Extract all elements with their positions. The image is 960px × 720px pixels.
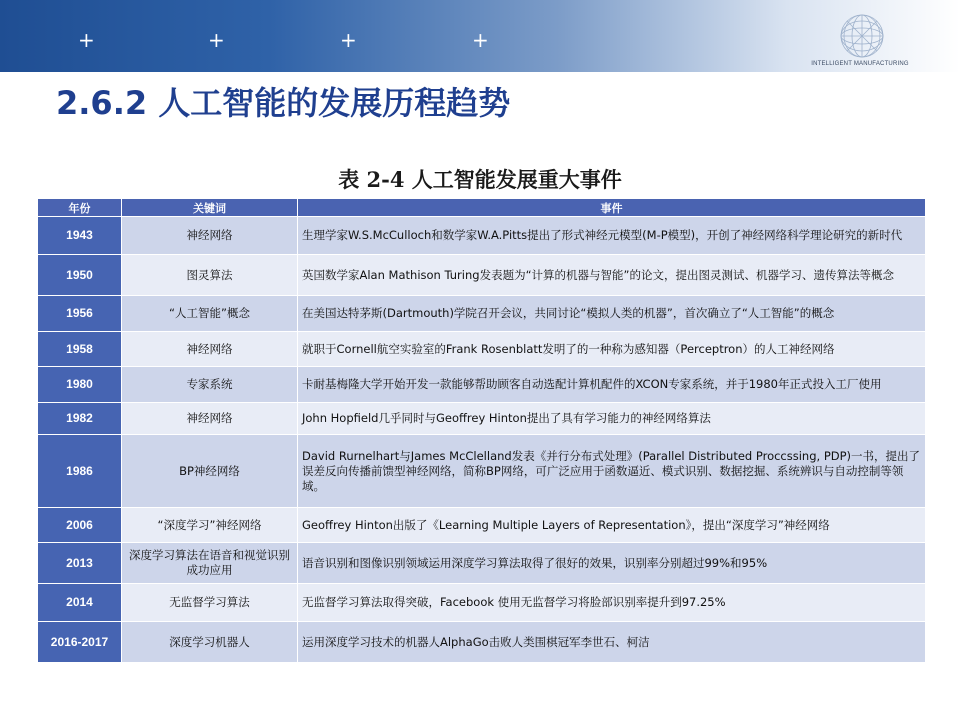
year-cell: 1986: [38, 435, 122, 508]
keyword-cell: 深度学习机器人: [122, 622, 298, 663]
page-title: 2.6.2 人工智能的发展历程趋势: [56, 84, 511, 122]
keyword-cell: 深度学习算法在语音和视觉识别成功应用: [122, 543, 298, 584]
keyword-cell: 神经网络: [122, 217, 298, 255]
table-row: [38, 255, 926, 296]
event-cell: 英国数学家Alan Mathison Turing发表题为“计算的机器与智能”的论文，提出图灵测试、机器学习、遗传算法等概念: [298, 255, 926, 296]
column-header-event: 事件: [298, 199, 926, 217]
table-row: [38, 543, 926, 584]
keyword-cell: 无监督学习算法: [122, 584, 298, 622]
keyword-cell: BP神经网络: [122, 435, 298, 508]
event-cell: 就职于Cornell航空实验室的Frank Rosenblatt发明了的一种称为感知器（Perceptron）的人工神经网络: [298, 332, 926, 367]
table-title: 表 2-4 人工智能发展重大事件: [338, 167, 622, 192]
event-cell: 语音识别和图像识别领域运用深度学习算法取得了很好的效果，识别率分别超过99%和95%: [298, 543, 926, 584]
year-cell: 1943: [38, 217, 122, 255]
year-cell: 1950: [38, 255, 122, 296]
column-header-year: 年份: [38, 199, 122, 217]
year-cell: 1958: [38, 332, 122, 367]
event-cell: 在美国达特茅斯(Dartmouth)学院召开会议，共同讨论“模拟人类的机器”，首次确立了“人工智能”的概念: [298, 296, 926, 332]
keyword-cell: “深度学习”神经网络: [122, 508, 298, 543]
table-row: [38, 622, 926, 663]
year-cell: 1982: [38, 403, 122, 435]
table-row: [38, 217, 926, 255]
event-cell: Geoffrey Hinton出版了《Learning Multiple Layers of Representation》，提出“深度学习”神经网络: [298, 508, 926, 543]
table-row: [38, 367, 926, 403]
event-cell: 卡耐基梅隆大学开始开发一款能够帮助顾客自动选配计算机配件的XCON专家系统，并于1980年正式投入工厂使用: [298, 367, 926, 403]
keyword-cell: 图灵算法: [122, 255, 298, 296]
keyword-cell: 神经网络: [122, 332, 298, 367]
keyword-cell: “人工智能”概念: [122, 296, 298, 332]
events-table: [37, 198, 926, 663]
table-row: [38, 508, 926, 543]
keyword-cell: 神经网络: [122, 403, 298, 435]
year-cell: 2006: [38, 508, 122, 543]
keyword-cell: 专家系统: [122, 367, 298, 403]
table-row: [38, 296, 926, 332]
year-cell: 1980: [38, 367, 122, 403]
plus-icon: +: [472, 28, 489, 52]
globe-logo-icon: [836, 12, 888, 60]
year-cell: 1956: [38, 296, 122, 332]
event-cell: 运用深度学习技术的机器人AlphaGo击败人类围棋冠军李世石、柯洁: [298, 622, 926, 663]
plus-icon: +: [340, 28, 357, 52]
event-cell: 无监督学习算法取得突破，Facebook 使用无监督学习将脸部识别率提升到97.25%: [298, 584, 926, 622]
event-cell: John Hopfield几乎同时与Geoffrey Hinton提出了具有学习能力的神经网络算法: [298, 403, 926, 435]
table-row: [38, 332, 926, 367]
event-cell: 生理学家W.S.McCulloch和数学家W.A.Pitts提出了形式神经元模型(M-P模型)，开创了神经网络科学理论研究的新时代: [298, 217, 926, 255]
event-cell: David Rurnelhart与James McClelland发表《并行分布式处理》(Parallel Distributed Proccssing, PDP)一书，提出了误差反向传播前馈型神经网络，简称BP网络，可广泛应用于函数逼近、模式识别、数据挖掘、系统辨识与自动控制等领域。: [298, 435, 926, 508]
table-row: [38, 403, 926, 435]
table-row: [38, 584, 926, 622]
table-row: [38, 435, 926, 508]
year-cell: 2013: [38, 543, 122, 584]
plus-icon: +: [208, 28, 225, 52]
year-cell: 2014: [38, 584, 122, 622]
table-header-row: [38, 199, 926, 217]
column-header-keyword: 关键词: [122, 199, 298, 217]
plus-icon: +: [78, 28, 95, 52]
year-cell: 2016-2017: [38, 622, 122, 663]
logo-text: INTELLIGENT MANUFACTURING: [811, 61, 909, 67]
